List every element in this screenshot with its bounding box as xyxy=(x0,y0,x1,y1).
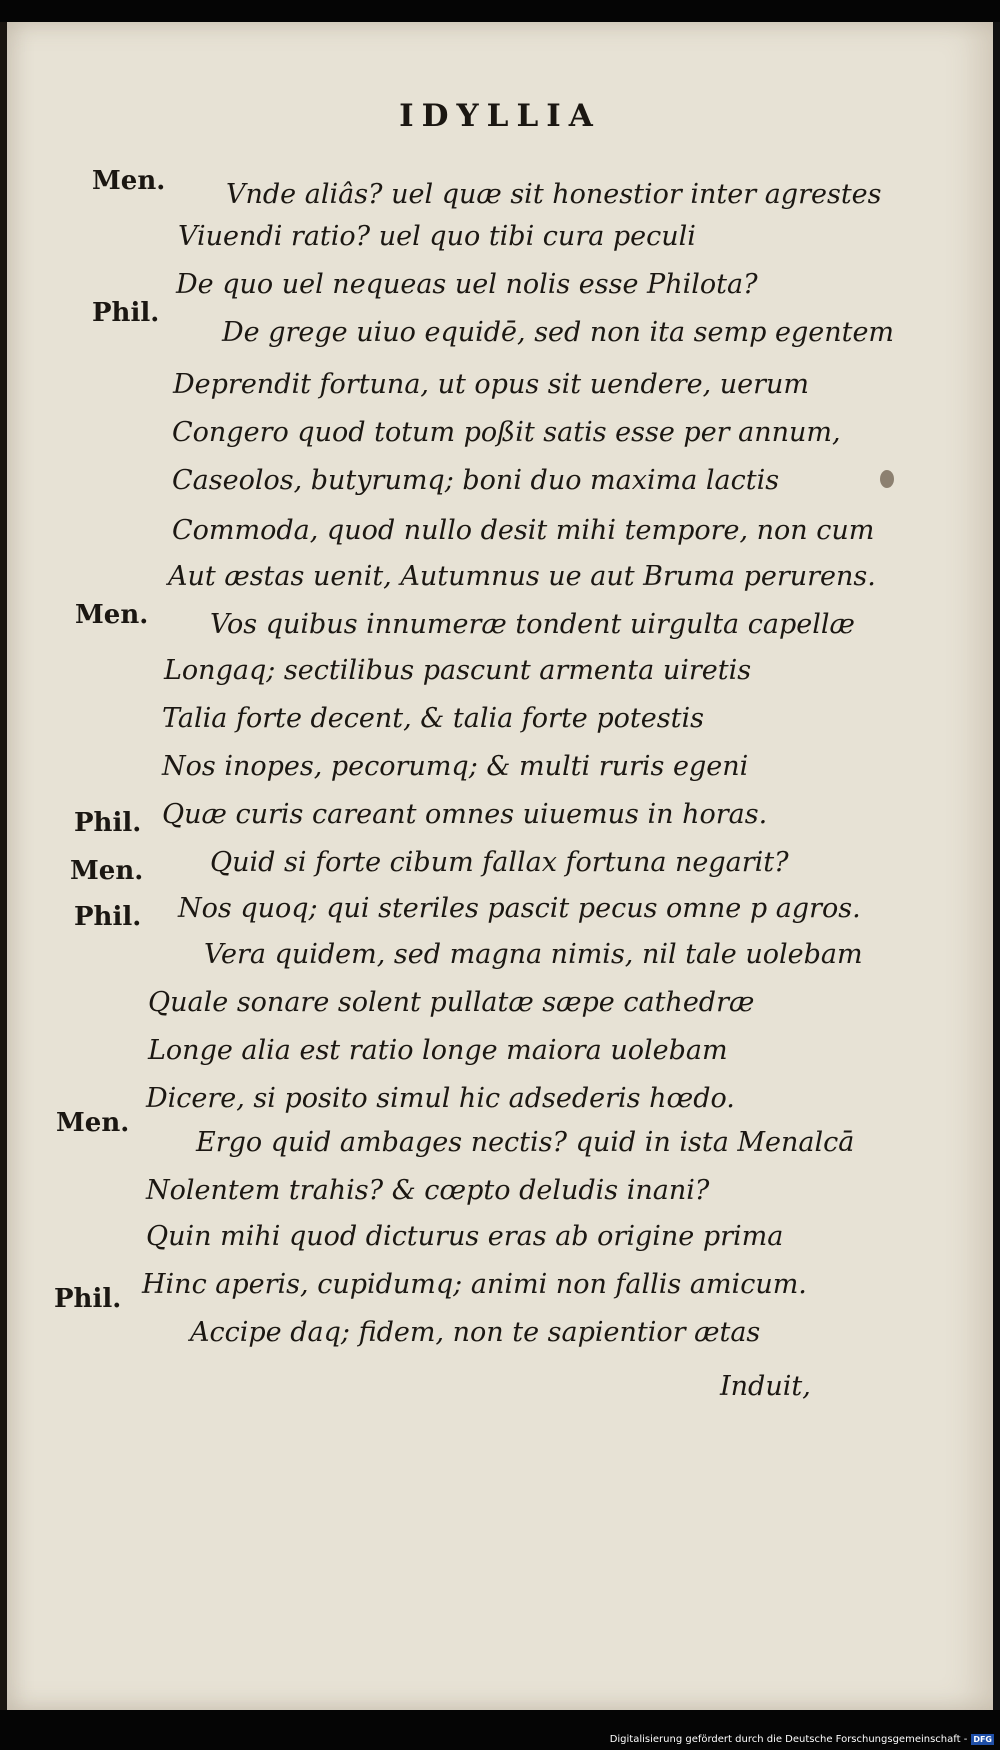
verse-line: Vnde aliâs? uel quæ sit honestior inter agrestes xyxy=(226,179,882,210)
verse-line: Accipe daq; fidem, non te sapientior ætas xyxy=(190,1317,761,1348)
scan-right-edge xyxy=(993,22,1000,1712)
page-header: IDYLLIA xyxy=(399,98,601,134)
speaker-label: Phil. xyxy=(74,808,142,838)
digitization-credit xyxy=(610,1734,994,1745)
verse-line: Quin mihi quod dicturus eras ab origine prima xyxy=(146,1221,784,1252)
verse-line: Quale sonare solent pullatæ sæpe cathedræ xyxy=(148,987,755,1018)
verse-line: Longe alia est ratio longe maiora uolebam xyxy=(148,1035,728,1066)
speaker-label: Phil. xyxy=(54,1284,122,1314)
speaker-label: Phil. xyxy=(92,298,160,328)
verse-line: Deprendit fortuna, ut opus sit uendere, uerum xyxy=(173,369,810,400)
catchword: Induit, xyxy=(720,1371,811,1402)
verse-line: Nos quoq; qui steriles pascit pecus omne p agros. xyxy=(178,893,861,924)
credit-text: Digitalisierung gefördert durch die Deutsche Forschungsgemeinschaft - xyxy=(609,1734,968,1745)
verse-line: Caseolos, butyrumq; boni duo maxima lactis xyxy=(172,465,780,496)
ink-blot xyxy=(880,470,894,488)
verse-line: Vos quibus innumeræ tondent uirgulta capellæ xyxy=(210,609,855,640)
scan-left-edge xyxy=(0,22,7,1712)
speaker-label: Phil. xyxy=(74,902,142,932)
verse-line: Aut æstas uenit, Autumnus ue aut Bruma perurens. xyxy=(168,561,876,592)
dfg-logo: DFG xyxy=(973,1735,992,1744)
verse-line: Commoda, quod nullo desit mihi tempore, non cum xyxy=(172,515,875,546)
verse-line: De grege uiuo equidē, sed non ita semp egentem xyxy=(222,317,895,348)
speaker-label: Men. xyxy=(75,600,149,630)
speaker-label: Men. xyxy=(92,166,166,196)
speaker-label: Men. xyxy=(56,1108,130,1138)
verse-line: Viuendi ratio? uel quo tibi cura peculi xyxy=(178,221,696,252)
verse-line: Dicere, si posito simul hic adsederis hœdo. xyxy=(146,1083,735,1114)
verse-line: Quæ curis careant omnes uiuemus in horas. xyxy=(162,799,768,830)
verse-line: Talia forte decent, & talia forte potestis xyxy=(162,703,704,734)
scan-top-border xyxy=(0,0,1000,22)
verse-line: Vera quidem, sed magna nimis, nil tale uolebam xyxy=(204,939,863,970)
verse-line: Longaq; sectilibus pascunt armenta uiretis xyxy=(164,655,752,686)
verse-line: Congero quod totum poßit satis esse per annum, xyxy=(172,417,841,448)
verse-line: Quid si forte cibum fallax fortuna negarit? xyxy=(210,847,789,878)
speaker-label: Men. xyxy=(70,856,144,886)
verse-line: De quo uel nequeas uel nolis esse Philota? xyxy=(176,269,758,300)
verse-line: Nolentem trahis? & cœpto deludis inani? xyxy=(146,1175,710,1206)
verse-line: Nos inopes, pecorumq; & multi ruris egeni xyxy=(162,751,749,782)
verse-line: Hinc aperis, cupidumq; animi non fallis amicum. xyxy=(142,1269,807,1300)
verse-line: Ergo quid ambages nectis? quid in ista Menalcā xyxy=(196,1127,855,1158)
